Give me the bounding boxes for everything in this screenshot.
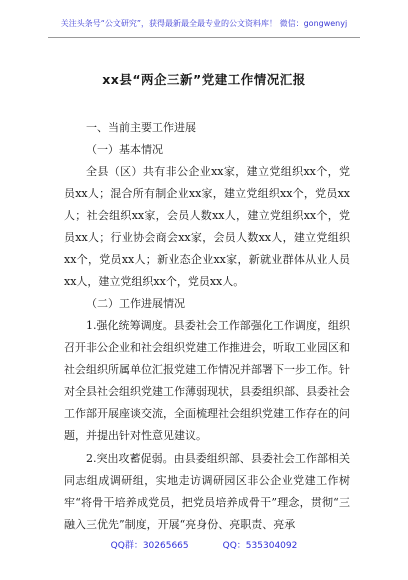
paragraph-item-1: 1.强化统筹调度。县委社会工作部强化工作调度，组织召开非公企业和社会组织党建工作推进会，听取工业园区和社会组织所属单位汇报党建工作情况并部署下一步工作。针对全县社会组织党建工作薄弱现状，县委组织部、县委社会工作部开展座谈交流，全面梳理社会组织党建工作存在的问题，并提出针对性意见建议。 bbox=[64, 319, 350, 443]
header-divider bbox=[48, 37, 360, 38]
subsection-heading-basic: （一）基本情况 bbox=[86, 143, 163, 156]
basic-info-block bbox=[64, 161, 350, 294]
progress-block bbox=[64, 315, 350, 536]
paragraph-basic-info: 全县（区）共有非公企业xx家，建立党组织xx个，党员xx人；混合所有制企业xx家，建立党组织xx个，党员xx人；社会组织xx家，会员人数xx人，建立党组织xx个，党员xx人；行业协会商会xx家，会员人数xx人，建立党组织xx个，党员xx人；新业态企业xx家，新就业群体从业人员xx人，建立党组织xx个，党员xx人。 bbox=[64, 165, 350, 289]
footer-contact bbox=[0, 538, 408, 551]
header-banner: 关注头条号“公文研究”，获得最新最全最专业的公文资料库！ 微信：gongwenyj bbox=[60, 19, 348, 28]
footer-qq-group: QQ群：30265665 bbox=[110, 541, 189, 551]
footer-qq: QQ：535304092 bbox=[222, 541, 298, 551]
subsection-heading-progress: （二）工作进展情况 bbox=[86, 297, 185, 310]
document-title: xx县“两企三新”党建工作情况汇报 bbox=[102, 72, 306, 87]
section-heading-1: 一、当前主要工作进展 bbox=[86, 121, 196, 134]
paragraph-item-2: 2.突出攻蓄促弱。由县委组织部、县委社会工作部相关同志组成调研组，实地走访调研园区非公企业党建工作树牢“将骨干培养成党员，把党员培养成骨干”理念，贯彻“三融入三优先”制度，开展“亮身份、亮职责、亮承 bbox=[64, 451, 350, 531]
